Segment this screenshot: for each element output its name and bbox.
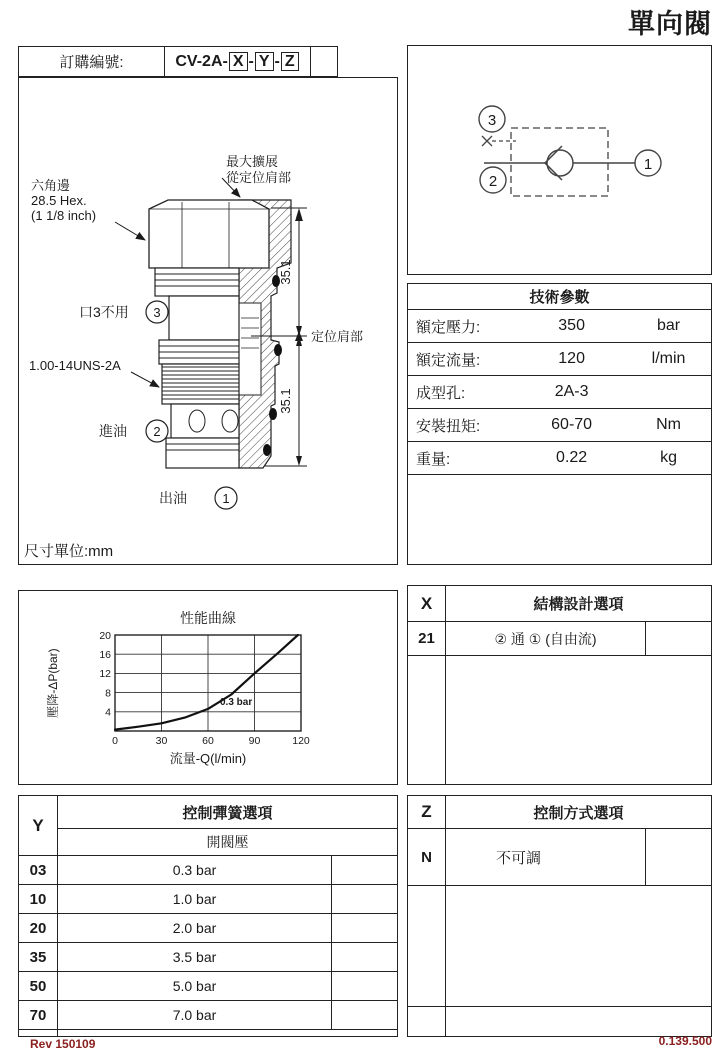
tech-label-pressure: 額定壓力: (416, 318, 481, 336)
schematic-port1-number: 1 (643, 156, 653, 173)
z-code-letter: Z (408, 796, 446, 828)
table-row (408, 622, 711, 656)
y-row-code: 03 (19, 856, 58, 884)
y-row-empty-cell (331, 885, 397, 913)
performance-chart-plot (19, 591, 397, 784)
tech-unit-pressure: bar (657, 317, 681, 334)
x-row-empty-cell (645, 622, 711, 655)
port3-blocked-icon (482, 136, 492, 146)
table-row (408, 409, 711, 442)
y-row-desc: 2.0 bar (172, 920, 217, 936)
performance-chart-box (18, 590, 398, 785)
svg-text:8: 8 (105, 687, 111, 700)
schematic-box (407, 45, 712, 275)
x-options-empty-area (408, 656, 711, 784)
o-ring-2 (274, 344, 282, 356)
chart-y-ticks (99, 630, 111, 719)
y-row-desc: 1.0 bar (172, 891, 217, 907)
y-row-empty-cell (331, 856, 397, 884)
table-row (19, 914, 397, 943)
table-row (19, 885, 397, 914)
check-valve-schematic (408, 46, 711, 274)
svg-text:90: 90 (248, 735, 261, 747)
z-row-empty-cell (645, 829, 711, 885)
valve-upper-flange (155, 268, 239, 296)
curve-annotation: 0.3 bar (220, 697, 253, 708)
table-row (19, 943, 397, 972)
thread-arrow (131, 372, 159, 387)
z-options-empty-area (408, 886, 711, 1006)
performance-curve (115, 635, 298, 730)
tech-params-box (407, 283, 712, 565)
tech-unit-weight: kg (660, 449, 678, 466)
z-options-title: 控制方式選項 (533, 804, 624, 822)
order-code-z: Z (281, 52, 299, 71)
chart-y-axis-label: 壓降-ΔP(bar) (46, 648, 60, 718)
tech-value-torque: 60-70 (551, 416, 593, 433)
z-options-bottom-row (408, 1006, 711, 1036)
chart-gridlines (115, 635, 301, 731)
table-row (408, 442, 711, 475)
table-row (19, 1001, 397, 1030)
hex-arrow (115, 222, 145, 240)
order-number-label: 訂購編號: (19, 47, 165, 76)
port2-number: 2 (153, 424, 161, 439)
label-hex-cn: 六角邊 (31, 178, 71, 193)
svg-text:30: 30 (155, 735, 168, 747)
order-empty-cell (311, 47, 337, 76)
y-options-empty-area (19, 1030, 397, 1036)
svg-text:4: 4 (105, 706, 111, 719)
tech-value-weight: 0.22 (556, 449, 588, 466)
valve-drawing-box (18, 77, 398, 565)
z-options-header (408, 796, 711, 829)
tech-unit-flow: l/min (651, 350, 686, 367)
tech-params-title: 技術參數 (408, 284, 711, 310)
valve-port3-body (169, 296, 239, 340)
label-thread-spec: 1.00-14UNS-2A (29, 358, 121, 373)
valve-bottom-tip (166, 438, 239, 468)
schematic-port3-number: 3 (487, 112, 497, 129)
y-row-desc: 7.0 bar (172, 1007, 217, 1023)
x-options-header (408, 586, 711, 622)
table-row (408, 376, 711, 409)
chart-x-axis-label: 流量-Q(l/min) (169, 751, 247, 766)
table-row (408, 829, 711, 886)
o-ring-4 (263, 444, 271, 456)
tech-label-weight: 重量: (416, 450, 451, 468)
valve-inner-cavity (239, 303, 261, 395)
tech-value-cavity: 2A-3 (554, 383, 589, 400)
y-row-code: 50 (19, 972, 58, 1000)
label-hex-size: 28.5 Hex. (31, 193, 87, 208)
x-code-letter: X (408, 586, 446, 621)
y-options-header (19, 796, 397, 856)
y-row-desc: 5.0 bar (172, 978, 217, 994)
chart-x-ticks (112, 735, 310, 747)
tech-value-pressure: 350 (558, 317, 585, 334)
y-row-code: 10 (19, 885, 58, 913)
label-inlet: 進油 (99, 423, 127, 439)
tech-value-flow: 120 (558, 350, 585, 367)
dim-35-1-top: 35.1 (278, 259, 293, 285)
port1-number: 1 (222, 491, 230, 506)
y-row-code: 20 (19, 914, 58, 942)
label-max-expansion-1: 最大擴展 (226, 154, 279, 169)
y-row-empty-cell (331, 972, 397, 1000)
x-row-code: 21 (408, 622, 446, 655)
svg-text:120: 120 (292, 735, 310, 747)
y-row-desc: 3.5 bar (172, 949, 217, 965)
svg-text:16: 16 (99, 649, 111, 661)
svg-text:0: 0 (112, 735, 118, 747)
order-code-x: X (229, 52, 248, 71)
x-row-desc: ② 通 ① (自由流) (494, 630, 597, 647)
y-options-subtitle: 開閥壓 (206, 834, 249, 850)
valve-cross-section-drawing (19, 78, 397, 564)
y-row-empty-cell (331, 914, 397, 942)
port3-number: 3 (153, 305, 161, 320)
label-outlet: 出油 (159, 490, 187, 506)
y-row-desc: 0.3 bar (172, 862, 217, 878)
order-prefix: CV-2A- (175, 52, 228, 70)
document-number: 0.139.500 (658, 1034, 712, 1048)
label-shoulder: 定位肩部 (311, 329, 364, 344)
tech-label-torque: 安裝扭矩: (416, 417, 481, 435)
y-options-box (18, 795, 398, 1037)
y-code-letter: Y (19, 796, 58, 855)
table-row (408, 343, 711, 376)
tech-label-flow: 額定流量: (416, 351, 481, 369)
x-options-box (407, 585, 712, 785)
table-row (19, 972, 397, 1001)
tech-label-cavity: 成型孔: (416, 384, 466, 402)
inlet-hole-1 (189, 410, 205, 432)
valve-thread-section (162, 364, 239, 404)
x-options-title: 結構設計選項 (533, 596, 624, 613)
order-sep-2: - (274, 52, 280, 70)
svg-text:60: 60 (202, 735, 214, 747)
table-row (19, 856, 397, 885)
y-options-title: 控制彈簧選項 (58, 796, 397, 829)
y-row-code: 70 (19, 1001, 58, 1029)
tech-unit-torque: Nm (656, 416, 682, 433)
svg-text:12: 12 (99, 668, 111, 680)
y-row-empty-cell (331, 943, 397, 971)
label-max-expansion-2: 從定位肩部 (226, 170, 292, 185)
inlet-hole-2 (222, 410, 238, 432)
o-ring-3 (269, 408, 277, 420)
label-port3-unused: 口3不用 (79, 304, 129, 320)
valve-hex-head (149, 200, 269, 268)
z-row-code: N (408, 829, 446, 885)
order-sep-1: - (248, 52, 254, 70)
order-number-value (165, 47, 311, 76)
dimension-units-label: 尺寸單位:mm (24, 543, 114, 560)
table-row (408, 310, 711, 343)
z-row-desc: 不可調 (496, 849, 542, 867)
order-number-box (18, 46, 338, 77)
z-options-box (407, 795, 712, 1037)
schematic-port2-number: 2 (488, 173, 498, 190)
y-row-empty-cell (331, 1001, 397, 1029)
check-valve-ball-icon (547, 150, 573, 176)
revision-note: Rev 150109 (30, 1037, 96, 1051)
svg-text:20: 20 (99, 630, 111, 642)
order-code-y: Y (255, 52, 274, 71)
dim-35-1-bottom: 35.1 (278, 388, 293, 414)
page-title: 單向閥 (628, 9, 712, 39)
label-hex-inch: (1 1/8 inch) (31, 208, 97, 223)
y-row-code: 35 (19, 943, 58, 971)
chart-title: 性能曲線 (180, 610, 236, 626)
